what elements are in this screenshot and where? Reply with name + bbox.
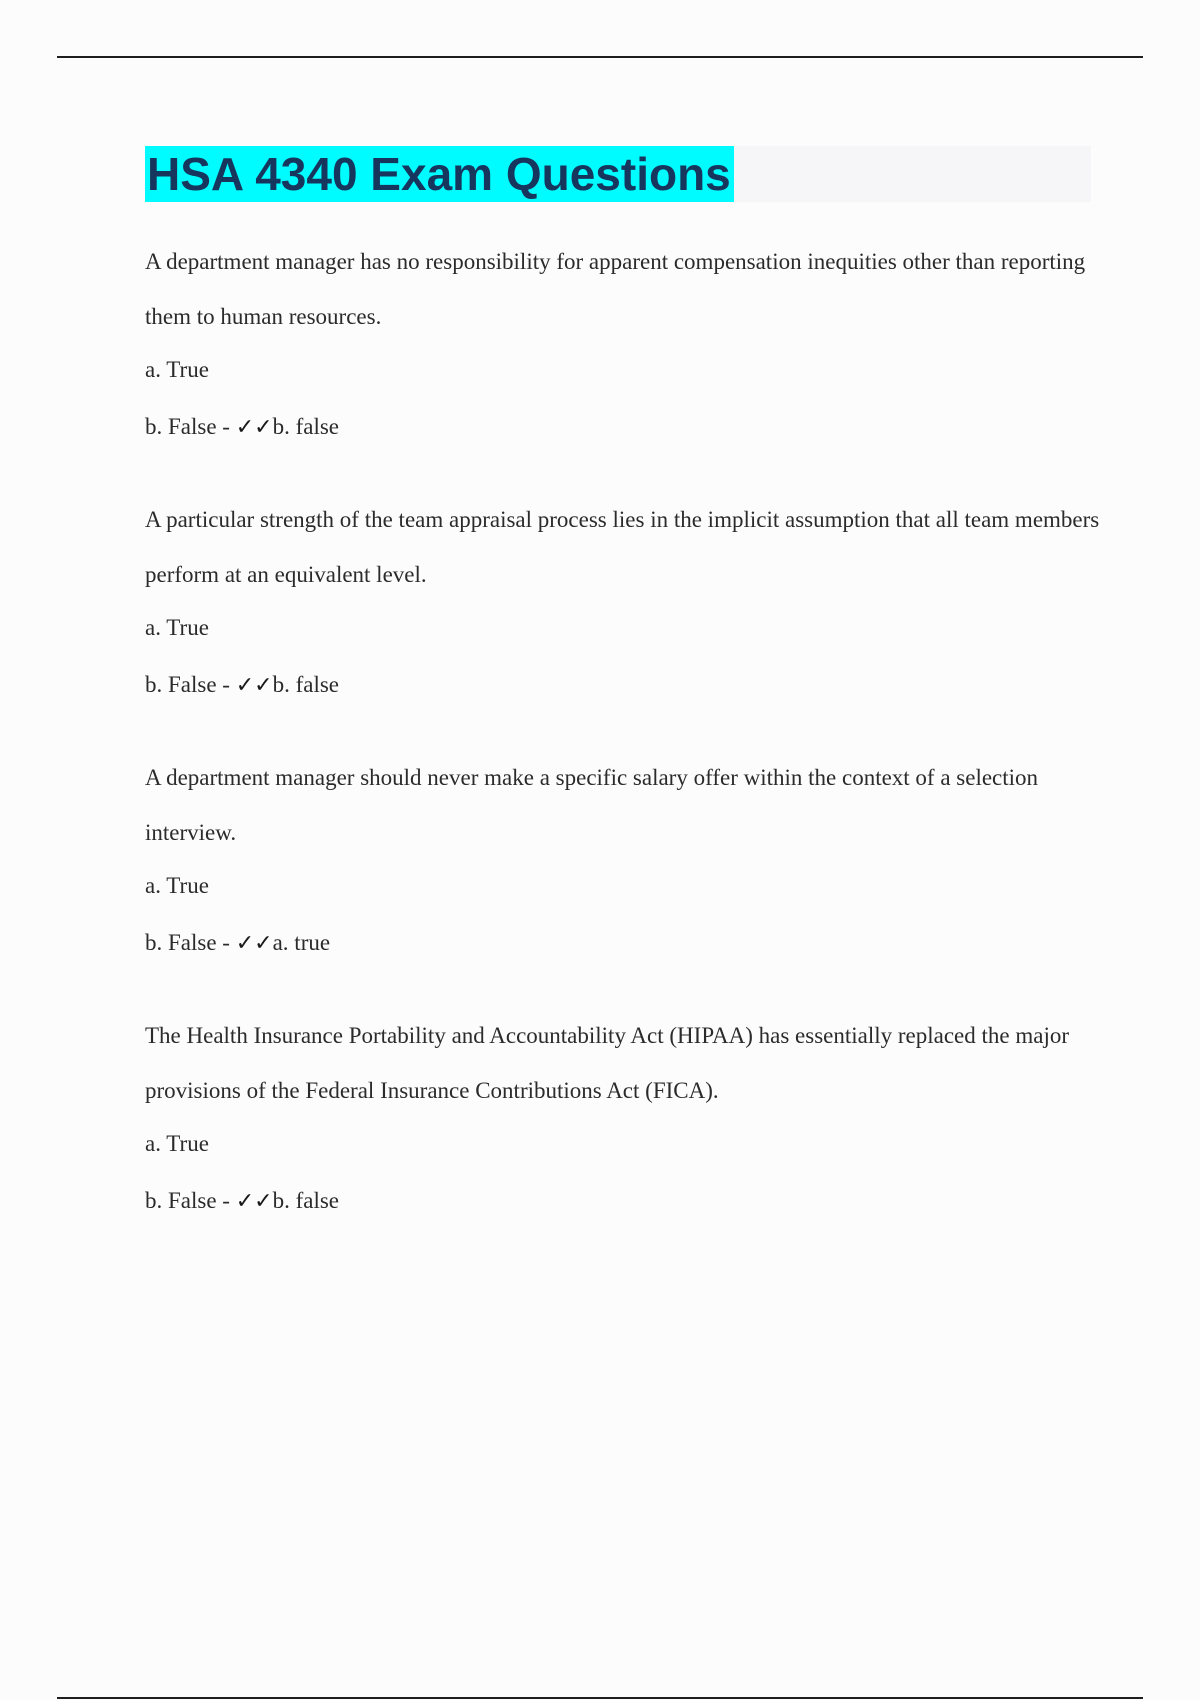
option-a: a. True bbox=[145, 873, 209, 898]
option-b bbox=[145, 928, 1105, 959]
answer-text: b. false bbox=[272, 672, 340, 697]
option-b-label: b. False - bbox=[145, 930, 236, 955]
double-check-icon: ✓✓ bbox=[235, 673, 273, 698]
page-bottom-rule bbox=[57, 1697, 1143, 1699]
answer-text: b. false bbox=[272, 1188, 340, 1213]
question-list bbox=[145, 248, 1105, 1217]
question-1 bbox=[145, 248, 1105, 443]
option-b-label: b. False - bbox=[145, 672, 236, 697]
question-text: A department manager has no responsibility for apparent compensation inequities other than reporting them to human resources. bbox=[145, 249, 1086, 329]
option-b-label: b. False - bbox=[145, 414, 236, 439]
question-text: A department manager should never make a specific salary offer within the context of a selection interview. bbox=[145, 765, 1039, 845]
option-b bbox=[145, 670, 1105, 701]
option-b-label: b. False - bbox=[145, 1188, 236, 1213]
option-b bbox=[145, 1186, 1105, 1217]
answer-text: b. false bbox=[272, 414, 340, 439]
double-check-icon: ✓✓ bbox=[235, 931, 273, 956]
double-check-icon: ✓✓ bbox=[235, 415, 273, 440]
option-a: a. True bbox=[145, 357, 209, 382]
page-title: HSA 4340 Exam Questions bbox=[145, 146, 734, 202]
double-check-icon: ✓✓ bbox=[235, 1189, 273, 1214]
option-b bbox=[145, 412, 1105, 443]
answer-text: a. true bbox=[272, 930, 331, 955]
question-2 bbox=[145, 506, 1105, 701]
option-a: a. True bbox=[145, 615, 209, 640]
question-3 bbox=[145, 764, 1105, 959]
page-top-rule bbox=[57, 56, 1143, 58]
question-4 bbox=[145, 1022, 1105, 1217]
option-a: a. True bbox=[145, 1131, 209, 1156]
question-text: A particular strength of the team appraisal process lies in the implicit assumption that all team members perform at an equivalent level. bbox=[145, 507, 1100, 587]
question-text: The Health Insurance Portability and Accountability Act (HIPAA) has essentially replaced the major provisions of the Federal Insurance Contributions Act (FICA). bbox=[145, 1023, 1069, 1103]
